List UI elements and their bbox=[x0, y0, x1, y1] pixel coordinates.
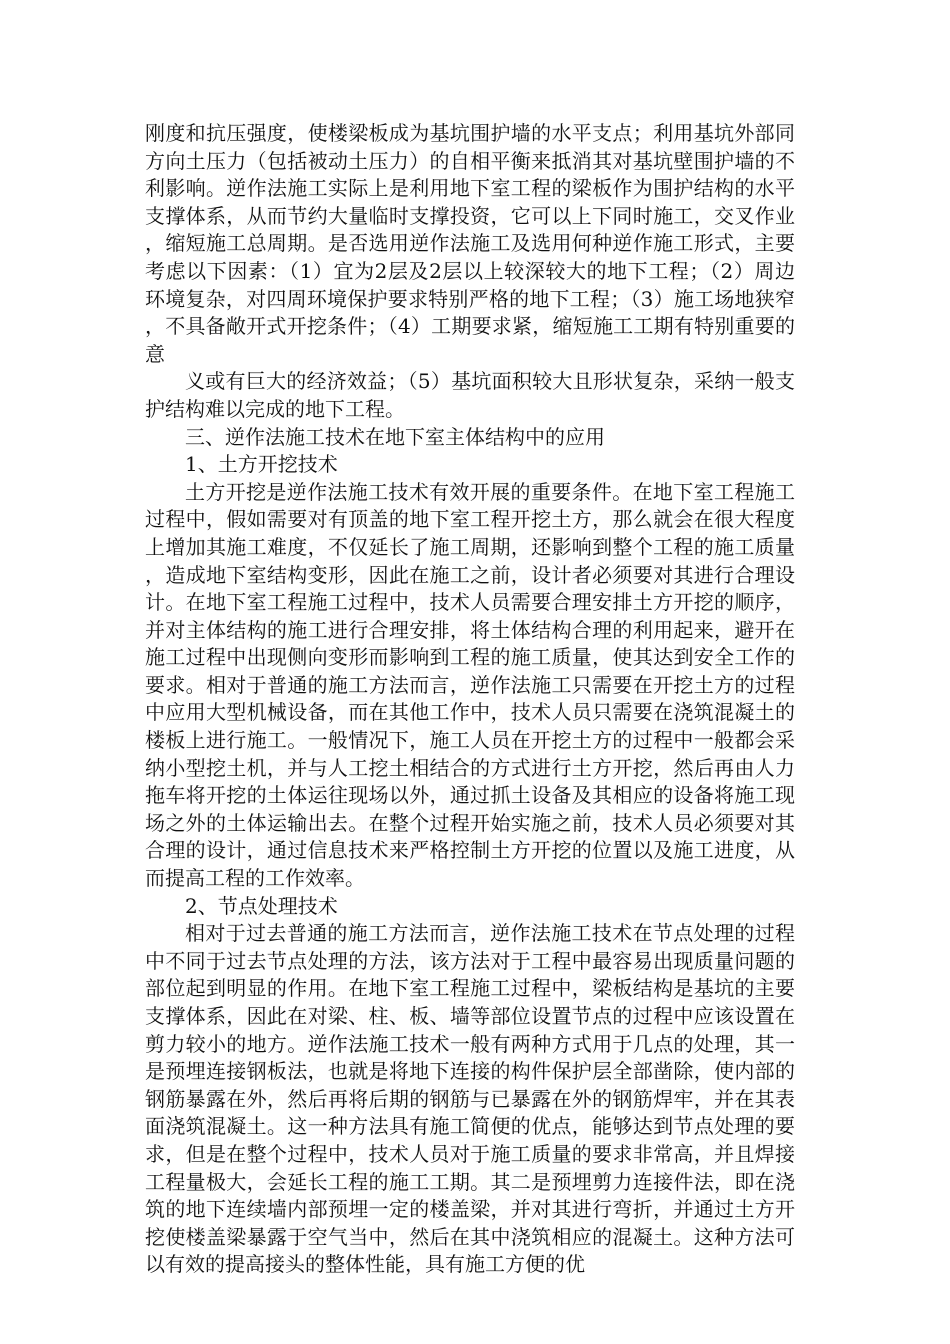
paragraph-joint: 相对于过去普通的施工方法而言，逆作法施工技术在节点处理的过程中不同于过去节点处理的方法，该方法对于工程中最容易出现质量问题的部位起到明显的作用。在地下室工程施工过程中，梁板结构是基坑的主要支撑体系，因此在对梁、柱、板、墙等部位设置节点的过程中应该设置在剪力较小的地方。逆作法施工技术一般有两种方式用于几点的处理，其一是预埋连接钢板法，也就是将地下连接的构件保护层全部凿除，使内部的钢筋暴露在外，然后再将后期的钢筋与已暴露在外的钢筋焊牢，并在其表面浇筑混凝土。这一种方法具有施工简便的优点，能够达到节点处理的要求，但是在整个过程中，技术人员对于施工质量的要求非常高，并且焊接工程量极大，会延长工程的施工工期。其二是预埋剪力连接件法，即在浇筑的地下连续墙内部预埋一定的楼盖梁，并对其进行弯折，并通过土方开挖使楼盖梁暴露于空气当中，然后在其中浇筑相应的混凝土。这种方法可以有效的提高接头的整体性能，具有施工方便的优 bbox=[145, 921, 795, 1277]
paragraph-intro-continued: 刚度和抗压强度，使楼梁板成为基坑围护墙的水平支点；利用基坑外部同方向土压力（包括被动土压力）的自相平衡来抵消其对基坑壁围护墙的不利影响。逆作法施工实际上是利用地下室工程的梁板作为围护结构的水平支撑体系，从而节约大量临时支撑投资，它可以上下同时施工，交叉作业，缩短施工总周期。是否选用逆作法施工及选用何种逆作施工形式，主要考虑以下因素：（1）宜为2层及2层以上较深较大的地下工程；（2）周边环境复杂，对四周环境保护要求特别严格的地下工程；（3）施工场地狭窄，不具备敞开式开挖条件；（4）工期要求紧，缩短施工工期有特别重要的意 bbox=[145, 121, 795, 366]
paragraph-earthwork: 土方开挖是逆作法施工技术有效开展的重要条件。在地下室工程施工过程中，假如需要对有顶盖的地下室工程开挖土方，那么就会在很大程度上增加其施工难度，不仅延长了施工周期，还影响到整个工程的施工质量，造成地下室结构变形，因此在施工之前，设计者必须要对其进行合理设计。在地下室工程施工过程中，技术人员需要合理安排土方开挖的顺序，并对主体结构的施工进行合理安排，将土体结构合理的利用起来，避开在施工过程中出现侧向变形而影响到工程的施工质量，使其达到安全工作的要求。相对于普通的施工方法而言，逆作法施工只需要在开挖土方的过程中应用大型机械设备，而在其他工作中，技术人员只需要在浇筑混凝土的楼板上进行施工。一般情况下，施工人员在开挖土方的过程中一般都会采纳小型挖土机，并与人工挖土相结合的方式进行土方开挖，然后再由人力拖车将开挖的土体运往现场以外，通过抓土设备及其相应的设备将施工现场之外的土体运输出去。在整个过程开始实施之前，技术人员必须要对其合理的设计，通过信息技术来严格控制土方开挖的位置以及施工进度，从而提高工程的工作效率。 bbox=[145, 479, 795, 891]
subsection-heading-earthwork: 1、土方开挖技术 bbox=[185, 452, 338, 477]
document-page bbox=[145, 120, 795, 1279]
subsection-heading-joint: 2、节点处理技术 bbox=[185, 893, 338, 918]
paragraph-intro-end: 义或有巨大的经济效益；（5）基坑面积较大且形状复杂，采纳一般支护结构难以完成的地下工程。 bbox=[145, 369, 795, 421]
section-heading-3: 三、逆作法施工技术在地下室主体结构中的应用 bbox=[185, 424, 605, 449]
